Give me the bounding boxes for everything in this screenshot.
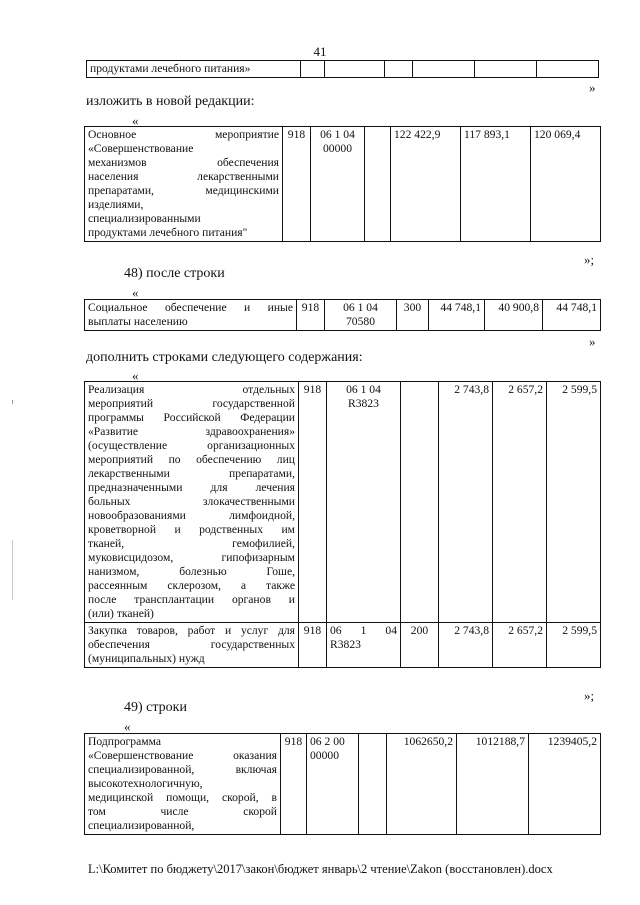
item-48-heading: 48) после строки bbox=[124, 266, 225, 281]
opening-quote: « bbox=[132, 368, 139, 383]
csr-line: 00000 bbox=[310, 749, 339, 762]
row-vr bbox=[401, 382, 439, 623]
row-value-1 bbox=[413, 61, 475, 78]
row-value-2 bbox=[475, 61, 537, 78]
row-value-1: 2 743,8 bbox=[439, 382, 493, 623]
desc-line: специализированной, bbox=[88, 819, 195, 832]
row-value-3: 44 748,1 bbox=[543, 300, 601, 331]
closing-quote-semicolon: »; bbox=[584, 252, 595, 267]
row-description bbox=[85, 734, 281, 835]
scan-mark bbox=[12, 540, 13, 600]
row-code: 918 bbox=[281, 734, 307, 835]
table-social-payments bbox=[84, 299, 601, 331]
desc-line: Закупка товаров, работ и услуг для bbox=[88, 624, 295, 637]
row-code: 918 bbox=[299, 623, 327, 668]
row-code: 918 bbox=[283, 127, 311, 242]
desc-line: высокотехнологичную, bbox=[88, 777, 203, 790]
row-value-1: 1062650,2 bbox=[387, 734, 457, 835]
opening-quote: « bbox=[132, 285, 139, 300]
desc-line: «Совершенствование bbox=[88, 142, 194, 155]
instruction-text: изложить в новой редакции: bbox=[86, 94, 255, 109]
desc-line: специализированными bbox=[88, 212, 201, 225]
table-row bbox=[85, 382, 601, 623]
scan-mark bbox=[12, 400, 13, 404]
row-csr bbox=[311, 127, 365, 242]
row-value-2: 1012188,7 bbox=[457, 734, 529, 835]
row-value-1: 2 743,8 bbox=[439, 623, 493, 668]
csr-line: 00000 bbox=[323, 142, 352, 155]
table-row bbox=[85, 734, 601, 835]
desc-line: медицинской помощи, скорой, в bbox=[88, 791, 277, 804]
desc-line: Подпрограмма bbox=[88, 735, 161, 748]
table-subprogram bbox=[84, 733, 601, 835]
row-vr: 300 bbox=[397, 300, 429, 331]
desc-line: муковисцидозом, гипофизарным bbox=[88, 551, 295, 564]
row-csr bbox=[327, 623, 401, 668]
table-row bbox=[87, 61, 599, 78]
desc-line: изделиями, bbox=[88, 198, 144, 211]
csr-line: 70580 bbox=[346, 315, 375, 328]
desc-line: мероприятий государственной bbox=[88, 397, 295, 410]
table-row bbox=[85, 127, 601, 242]
desc-line: (муниципальных) нужд bbox=[88, 652, 205, 665]
row-description bbox=[85, 300, 297, 331]
table-main-activity bbox=[84, 126, 601, 242]
table-row bbox=[85, 300, 601, 331]
row-value-2: 2 657,2 bbox=[493, 382, 547, 623]
row-csr bbox=[325, 61, 385, 78]
desc-line: «Развитие здравоохранения» bbox=[88, 425, 295, 438]
row-vr: 200 bbox=[401, 623, 439, 668]
table-additional-rows bbox=[84, 381, 601, 668]
opening-quote: « bbox=[132, 113, 139, 128]
row-value-3: 1239405,2 bbox=[529, 734, 601, 835]
table-remnant bbox=[86, 60, 599, 78]
desc-line: нанизмом, болезнью Гоше, bbox=[88, 565, 295, 578]
desc-line: лекарственными препаратами, bbox=[88, 467, 295, 480]
row-value-1: 44 748,1 bbox=[429, 300, 485, 331]
row-code: 918 bbox=[299, 382, 327, 623]
desc-line: больных злокачественными bbox=[88, 495, 295, 508]
row-value-3: 2 599,5 bbox=[547, 623, 601, 668]
desc-line: продуктами лечебного питания" bbox=[88, 226, 248, 239]
csr-line: 06 1 04 bbox=[320, 128, 355, 141]
desc-line: предназначенными для лечения bbox=[88, 481, 295, 494]
row-value-3 bbox=[537, 61, 599, 78]
desc-line: механизмов обеспечения bbox=[88, 156, 279, 169]
row-code: 918 bbox=[297, 300, 325, 331]
row-value-3: 2 599,5 bbox=[547, 382, 601, 623]
desc-line: обеспечения государственных bbox=[88, 638, 295, 651]
row-code bbox=[301, 61, 325, 78]
desc-line: населения лекарственными bbox=[88, 170, 279, 183]
row-vr bbox=[385, 61, 413, 78]
closing-quote: » bbox=[589, 334, 596, 349]
row-description bbox=[85, 623, 299, 668]
csr-line: R3823 bbox=[330, 638, 361, 651]
row-csr bbox=[307, 734, 359, 835]
row-value-2: 117 893,1 bbox=[461, 127, 531, 242]
csr-line: 06 1 04 bbox=[343, 301, 378, 314]
desc-line: выплаты населению bbox=[88, 315, 188, 328]
desc-line: препаратами, медицинскими bbox=[88, 184, 279, 197]
desc-line: Социальное обеспечение и иные bbox=[88, 301, 293, 314]
csr-line: 06 2 00 bbox=[310, 735, 345, 748]
table-row bbox=[85, 623, 601, 668]
item-49-heading: 49) строки bbox=[124, 700, 187, 715]
row-description: продуктами лечебного питания» bbox=[87, 61, 301, 78]
row-vr bbox=[359, 734, 387, 835]
desc-line: том числе скорой bbox=[88, 805, 277, 818]
desc-line: новообразованиями лимфоидной, bbox=[88, 509, 295, 522]
desc-line: (осуществление организационных bbox=[88, 439, 295, 452]
row-value-2: 2 657,2 bbox=[493, 623, 547, 668]
row-vr bbox=[365, 127, 391, 242]
desc-line: Основное мероприятие bbox=[88, 128, 279, 141]
desc-line: после трансплантации органов и bbox=[88, 593, 295, 606]
desc-line: мероприятий по обеспечению лиц bbox=[88, 453, 295, 466]
row-value-2: 40 900,8 bbox=[485, 300, 543, 331]
closing-quote-semicolon: »; bbox=[584, 688, 595, 703]
instruction-text: дополнить строками следующего содержания: bbox=[86, 350, 363, 365]
row-csr bbox=[325, 300, 397, 331]
opening-quote: « bbox=[124, 719, 131, 734]
csr-line: R3823 bbox=[348, 397, 379, 410]
desc-line: тканей, гемофилией, bbox=[88, 537, 295, 550]
row-csr bbox=[327, 382, 401, 623]
desc-line: кроветворной и родственных им bbox=[88, 523, 295, 536]
csr-line: 06 1 04 bbox=[346, 383, 381, 396]
desc-line: Реализация отдельных bbox=[88, 383, 295, 396]
csr-line: 06 1 04 bbox=[330, 624, 397, 637]
page-number: 41 bbox=[313, 44, 327, 59]
desc-line: программы Российской Федерации bbox=[88, 411, 295, 424]
row-description bbox=[85, 127, 283, 242]
desc-line: рассеянным склерозом, а также bbox=[88, 579, 295, 592]
desc-line: (или) тканей) bbox=[88, 607, 154, 620]
row-description bbox=[85, 382, 299, 623]
closing-quote: » bbox=[589, 80, 596, 95]
file-path-footer: L:\Комитет по бюджету\2017\закон\бюджет январь\2 чтение\Zakon (восстановлен).docx bbox=[88, 862, 553, 876]
row-value-1: 122 422,9 bbox=[391, 127, 461, 242]
desc-line: «Совершенствование оказания bbox=[88, 749, 277, 762]
row-value-3: 120 069,4 bbox=[531, 127, 601, 242]
desc-line: специализированной, включая bbox=[88, 763, 277, 776]
